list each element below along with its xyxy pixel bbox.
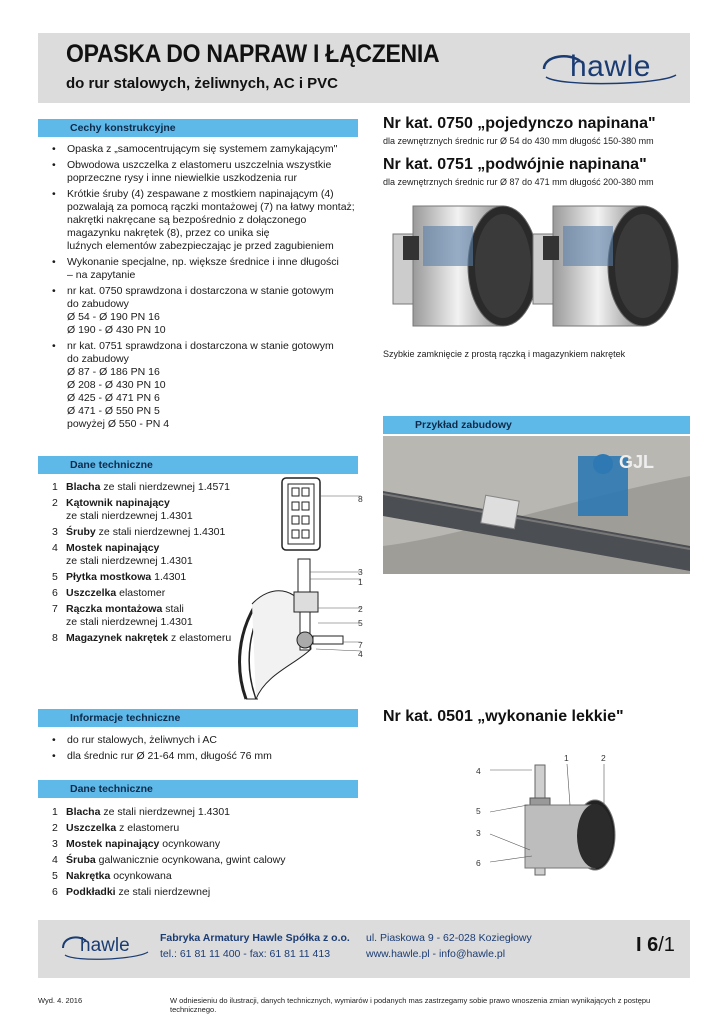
section-bar-dane1: Dane techniczne (38, 456, 358, 474)
section-bar-przyklad: Przykład zabudowy (383, 416, 690, 434)
numbered-item (52, 497, 252, 523)
page-subtitle: do rur stalowych, żeliwnych, AC i PVC (66, 75, 338, 92)
numbered-item (52, 542, 252, 568)
item-part-name: Mostek napinający (66, 838, 160, 850)
bullet-line: – na zapytanie (67, 269, 136, 281)
item-material-line: ze stali nierdzewnej 1.4301 (66, 555, 193, 567)
bullet-item (52, 143, 362, 156)
installation-example-photo (383, 436, 690, 574)
item-number: 4 (52, 854, 58, 866)
clamp-cross-section-diagram (236, 474, 371, 704)
footer-hawle-logo (60, 930, 150, 962)
bullet-line: pozwalają za pomocą rączki montażowej (7) na łatwy montaż; (67, 201, 355, 213)
numbered-item (52, 822, 362, 835)
bullet-line: poprzeczne rysy i inne niewielkie uszkodzenia rur (67, 172, 297, 184)
bullet-line: Ø 425 - Ø 471 PN 6 (67, 392, 160, 404)
bullet-line: Ø 87 - Ø 186 PN 16 (67, 366, 160, 378)
item-part-name: Blacha (66, 806, 101, 818)
numbered-item (52, 481, 252, 494)
page-number (636, 934, 675, 957)
numbered-item (52, 632, 252, 645)
item-part-name: Rączka montażowa (66, 603, 163, 615)
numbered-item (52, 587, 252, 600)
numbered-item (52, 854, 362, 867)
item-number: 7 (52, 603, 58, 615)
gjl-label: GJL (619, 452, 655, 472)
diagram1-label-2: 2 (358, 604, 363, 614)
item-material: elastomer (116, 587, 166, 599)
bullet-line: • Wykonanie specjalne, np. większe średnice i inne długości (67, 256, 339, 268)
kat-0750-sub: dla zewnętrznych średnic rur Ø 54 do 430 mm długość 150-380 mm (383, 136, 654, 146)
diagram2-label-1: 1 (564, 753, 569, 763)
diagram2-label-3: 3 (476, 828, 481, 838)
diagram1-label-7: 7 (358, 640, 363, 650)
item-number: 5 (52, 571, 58, 583)
diagram1-label-5: 5 (358, 618, 363, 628)
photo-caption: Szybkie zamknięcie z prostą rączką i magazynkiem nakrętek (383, 349, 626, 359)
item-part-name: Magazynek nakrętek (66, 632, 169, 644)
bullet-item (52, 340, 362, 431)
bullet-item (52, 256, 362, 282)
item-material-line: ze stali nierdzewnej 1.4301 (66, 616, 193, 628)
bullet-line: Ø 471 - Ø 550 PN 5 (67, 405, 160, 417)
bullet-line: • nr kat. 0751 sprawdzona i dostarczona w stanie gotowym (67, 340, 334, 352)
bullet-item (52, 188, 362, 253)
footer-tel: tel.: 61 81 11 400 - fax: 61 81 11 413 (160, 948, 331, 960)
item-number: 3 (52, 838, 58, 850)
item-part-name: Śruba (66, 854, 96, 866)
item-part-name: Śruby (66, 526, 96, 538)
diagram1-label-1: 1 (358, 577, 363, 587)
item-material: ze stali nierdzewnej (115, 886, 211, 898)
info-list (52, 734, 362, 766)
numbered-item (52, 806, 362, 819)
kat-0750-heading: Nr kat. 0750 „pojedynczo napinana" (383, 115, 656, 132)
bullet-line: • nr kat. 0750 sprawdzona i dostarczona w stanie gotowym (67, 285, 334, 297)
diagram1-label-8: 8 (358, 494, 363, 504)
page-number-main: I 6 (636, 934, 659, 956)
bullet-line: magazynku nakrętek (8), przez co unika się (67, 227, 270, 239)
item-material: z elastomeru (116, 822, 180, 834)
item-part-name: Kątownik napinający (66, 497, 170, 509)
bullet-item (52, 285, 362, 337)
numbered-item (52, 526, 252, 539)
disclaimer: W odniesieniu do ilustracji, danych technicznych, wymiarów i podanych mas zastrzegamy sobie prawo wnoszenia zmian wynikających z postępu technicznego. (170, 996, 651, 1014)
item-number: 2 (52, 822, 58, 834)
bullet-line: • do rur stalowych, żeliwnych i AC (67, 734, 217, 746)
item-material: ocynkowany (159, 838, 221, 850)
diagram1-label-4: 4 (358, 649, 363, 659)
item-number: 1 (52, 481, 58, 493)
numbered-item (52, 838, 362, 851)
bullet-line: do zabudowy (67, 298, 129, 310)
diagram1-label-3: 3 (358, 567, 363, 577)
bullet-line: Ø 190 - Ø 430 PN 10 (67, 324, 166, 336)
dane1-list (52, 481, 252, 648)
diagram2-label-4: 4 (476, 766, 481, 776)
item-number: 5 (52, 870, 58, 882)
item-material: ocynkowana (110, 870, 172, 882)
numbered-item (52, 886, 362, 899)
item-material: ze stali nierdzewnej 1.4301 (95, 526, 226, 538)
item-number: 1 (52, 806, 58, 818)
item-material: ze stali nierdzewnej 1.4301 (100, 806, 231, 818)
item-part-name: Uszczelka (66, 587, 117, 599)
numbered-item (52, 571, 252, 584)
item-number: 6 (52, 587, 58, 599)
dane2-list (52, 806, 362, 902)
kat-0501-heading: Nr kat. 0501 „wykonanie lekkie" (383, 708, 624, 725)
item-part-name: Uszczelka (66, 822, 117, 834)
item-material: galwanicznie ocynkowana, gwint calowy (95, 854, 286, 866)
page-title: OPASKA DO NAPRAW I ŁĄCZENIA (66, 40, 440, 68)
hawle-logo-text: hawle (570, 50, 651, 83)
bullet-line: powyżej Ø 550 - PN 4 (67, 418, 170, 430)
bullet-line: • Obwodowa uszczelka z elastomeru uszczelnia wszystkie (67, 159, 332, 171)
footer-address: ul. Piaskowa 9 - 62-028 Koziegłowy (366, 932, 532, 944)
numbered-item (52, 870, 362, 883)
bullet-line: nakrętki nakręcane są bezpośrednio z dołączonego (67, 214, 307, 226)
kat-0751-heading: Nr kat. 0751 „podwójnie napinana" (383, 156, 647, 173)
item-part-name: Płytka mostkowa (66, 571, 152, 583)
item-part-name: Nakrętka (66, 870, 111, 882)
footer-logo-text: hawle (80, 935, 130, 956)
kat-0751-sub: dla zewnętrznych średnic rur Ø 87 do 471 mm długość 200-380 mm (383, 177, 654, 187)
footer-company: Fabryka Armatury Hawle Spółka z o.o. (160, 932, 350, 944)
bullet-line: • dla średnic rur Ø 21-64 mm, długość 76 mm (67, 750, 272, 762)
item-part-name: Blacha (66, 481, 101, 493)
item-part-name: Mostek napinający (66, 542, 160, 554)
bullet-line: luźnych elementów zabezpieczając je przed zagubieniem (67, 240, 334, 252)
item-material: 1.4301 (151, 571, 187, 583)
item-part-name: Podkładki (66, 886, 116, 898)
item-material-line: ze stali nierdzewnej 1.4301 (66, 510, 193, 522)
item-number: 6 (52, 886, 58, 898)
diagram2-label-5: 5 (476, 806, 481, 816)
section-bar-info: Informacje techniczne (38, 709, 358, 727)
footer-web: www.hawle.pl - info@hawle.pl (366, 948, 506, 960)
section-bar-cechy: Cechy konstrukcyjne (38, 119, 358, 137)
item-material: z elastomeru (168, 632, 232, 644)
diagram2-label-2: 2 (601, 753, 606, 763)
bullet-item (52, 734, 362, 747)
section-bar-dane2: Dane techniczne (38, 780, 358, 798)
clamp-product-photos (383, 196, 690, 336)
clamp-0501-diagram (470, 750, 630, 880)
diagram2-label-6: 6 (476, 858, 481, 868)
item-number: 8 (52, 632, 58, 644)
bullet-item (52, 159, 362, 185)
edition: Wyd. 4. 2016 (38, 996, 83, 1005)
item-number: 4 (52, 542, 58, 554)
bullet-line: Ø 208 - Ø 430 PN 10 (67, 379, 166, 391)
clamp-0750-photo (393, 206, 538, 326)
page-number-sub: /1 (658, 934, 675, 956)
item-material: ze stali nierdzewnej 1.4571 (100, 481, 231, 493)
bullet-line: Ø 54 - Ø 190 PN 16 (67, 311, 160, 323)
clamp-0751-photo (533, 206, 678, 326)
numbered-item (52, 603, 252, 629)
item-material: stali (162, 603, 184, 615)
bullet-line: • Krótkie śruby (4) zespawane z mostkiem napinającym (4) (67, 188, 334, 200)
bullet-line: • Opaska z „samocentrującym się systemem zamykającym" (67, 143, 338, 155)
item-number: 2 (52, 497, 58, 509)
bullet-item (52, 750, 362, 763)
bullet-line: do zabudowy (67, 353, 129, 365)
cechy-list (52, 143, 362, 434)
item-number: 3 (52, 526, 58, 538)
